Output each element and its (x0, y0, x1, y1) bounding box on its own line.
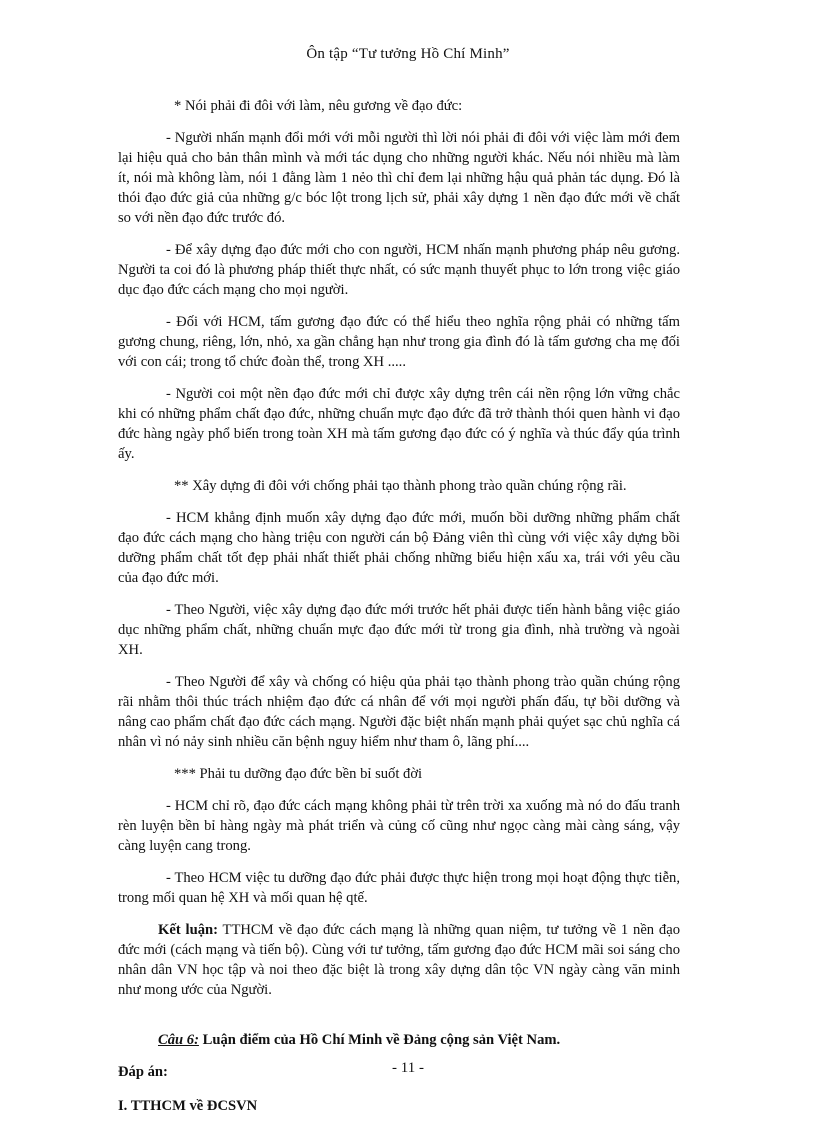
conclusion-label: Kết luận: (158, 922, 218, 938)
paragraph: - Đối với HCM, tấm gương đạo đức có thể hiểu theo nghĩa rộng phải có những tấm gương chung, riêng, lớn, nhỏ, xa gần chẳng hạn như trong gia đình đó là tấm gương cha mẹ đối với con cái; trong tổ chức đoàn thể, trong XH ..... (118, 314, 680, 370)
section-heading-noi-di-doi-lam: * Nói phải đi đôi với làm, nêu gương về đạo đức: (174, 98, 463, 114)
paragraph: - Theo Người để xây và chống có hiệu qủa phải tạo thành phong trào quần chúng rộng rãi nhằm thôi thúc trách nhiệm đạo đức cá nhân để với mọi người phấn đấu, tự bồi dưỡng và nâng cao phẩm chất đạo đức cách mạng. Người đặc biệt nhấn mạnh phải quýet sạc chủ nghĩa cá nhân vì nó nảy sinh nhiều căn bệnh nguy hiểm như tham ô, lãng phí.... (118, 674, 680, 750)
section-heading-xay-di-doi-chong: ** Xây dựng đi đôi với chống phải tạo thành phong trào quần chúng rộng rãi. (174, 478, 627, 494)
answer-label: Đáp án: (118, 1064, 168, 1080)
question-text: Luận điểm của Hồ Chí Minh về Đảng cộng sản Việt Nam. (198, 1032, 561, 1048)
conclusion-text: TTHCM về đạo đức cách mạng là những quan niệm, tư tưởng về 1 nền đạo đức mới (cách mạng và tiến bộ). Cùng với tư tưởng, tấm gương đạo đức HCM mãi soi sáng cho nhân dân VN học tập và noi theo đặc biệt là trong xây dựng dân tộc VN ngày càng văn minh như mong ước của Người. (118, 922, 681, 998)
page-number: - 11 - (392, 1060, 424, 1076)
section-heading-tu-duong: *** Phải tu dưỡng đạo đức bền bỉ suốt đời (174, 766, 423, 782)
running-header: Ôn tập “Tư tưởng Hồ Chí Minh” (306, 46, 510, 62)
paragraph: - Theo Người, việc xây dựng đạo đức mới trước hết phải được tiến hành bằng việc giáo dục những phẩm chất, những chuẩn mực đạo đức mới từ trong gia đình, nhà trường và ngoài XH. (118, 602, 680, 658)
paragraph: - HCM khẳng định muốn xây dựng đạo đức mới, muốn bồi dưỡng những phẩm chất đạo đức cách mạng cho hàng triệu con người cán bộ Đảng viên thì cùng với việc xây dựng bồi dưỡng phẩm chất tốt đẹp phải nhất thiết phải chống những biểu hiện xấu xa, trái với yêu cầu của đạo đức mới. (118, 510, 680, 586)
paragraph: - HCM chỉ rõ, đạo đức cách mạng không phải từ trên trời xa xuống mà nó do đấu tranh rèn luyện bền bỉ hàng ngày mà phát triển và củng cố cũng như ngọc càng mài càng sáng, vậy càng luyện cang trong. (118, 798, 680, 854)
question-label: Câu 6: (158, 1032, 199, 1048)
question-heading (118, 1030, 680, 1050)
paragraph: - Để xây dựng đạo đức mới cho con người, HCM nhấn mạnh phương pháp nêu gương. Người ta coi đó là phương pháp thiết thực nhất, có sức mạnh thuyết phục to lớn trong việc giáo dục đạo đức cách mạng cho mọi người. (118, 242, 680, 298)
paragraph: - Người coi một nền đạo đức mới chỉ được xây dựng trên cái nền rộng lớn vững chắc khi có những phẩm chất đạo đức, những chuẩn mực đạo đức đã trở thành thói quen hành vi đạo đức hàng ngày phổ biến trong toàn XH mà tấm gương đạo đức có ý nghĩa và thúc đẩy qúa trình ấy. (118, 386, 680, 462)
document-body (118, 96, 680, 1130)
section-title: I. TTHCM về ĐCSVN (118, 1098, 258, 1114)
conclusion-paragraph (118, 920, 680, 1000)
paragraph: - Người nhấn mạnh đổi mới với mỗi người thì lời nói phải đi đôi với việc làm mới đem lại hiệu quả cho bản thân mình và mới tác dụng cho những người khác. Nếu nói nhiều mà làm ít, nói mà không làm, nói 1 đằng làm 1 nẻo thì chỉ đem lại những hậu quả phản tác dụng. Đó là thói đạo đức giả của những g/c bóc lột trong lịch sử, phải xây dựng 1 nền đạo đức mới về chất so với nền đạo đức trước đó. (118, 130, 680, 226)
paragraph: - Theo HCM việc tu dưỡng đạo đức phải được thực hiện trong mọi hoạt động thực tiễn, trong mối quan hệ XH và mối quan hệ qtế. (118, 870, 680, 906)
